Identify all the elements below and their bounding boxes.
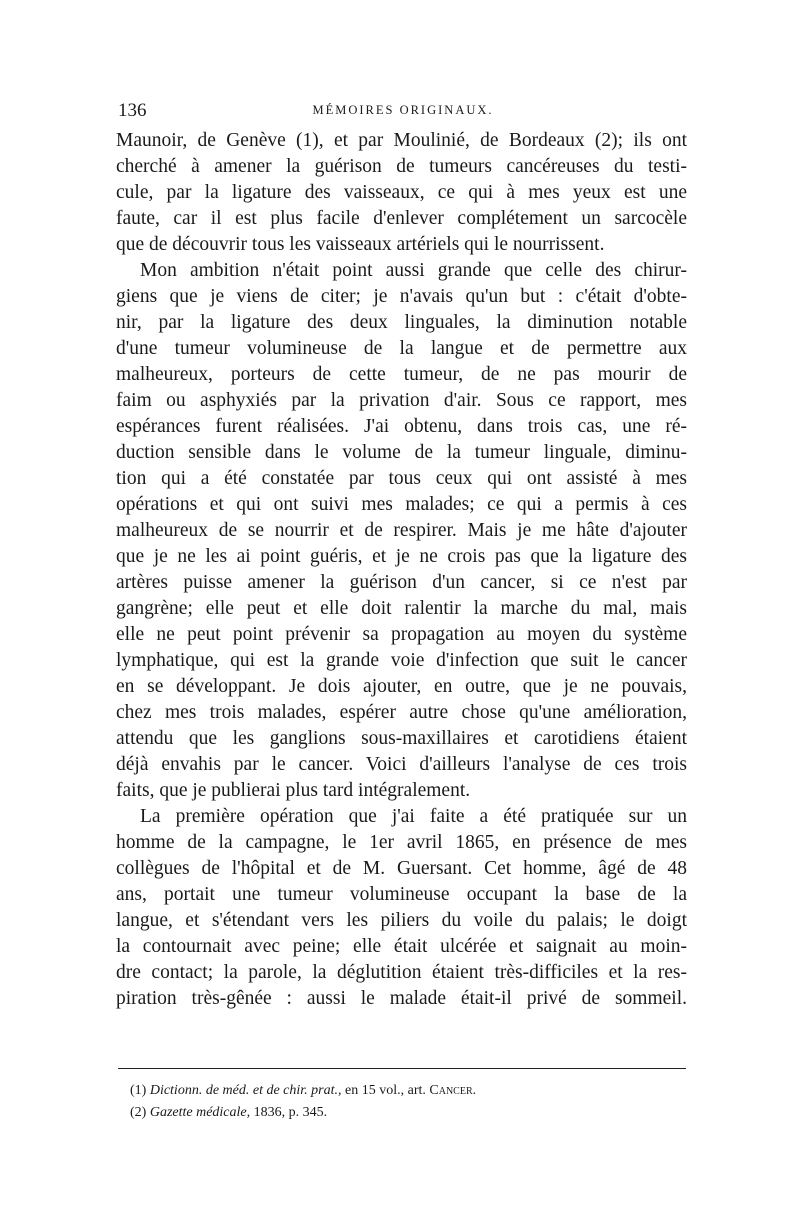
footnote-marker: (2) [130, 1105, 147, 1120]
running-head: MÉMOIRES ORIGINAUX. [312, 103, 494, 117]
text-line: espérances furent réalisées. J'ai obtenu, dans trois cas, une ré- [116, 416, 687, 437]
text-line: giens que je viens de citer; je n'avais qu'un but : c'était d'obte- [116, 286, 687, 307]
text-line: elle ne peut point prévenir sa propagation au moyen du système [116, 624, 687, 645]
text-line: déjà envahis par le cancer. Voici d'ailleurs l'analyse de ces trois [116, 754, 687, 775]
paragraph [116, 258, 687, 804]
text-line: faim ou asphyxiés par la privation d'air. Sous ce rapport, mes [116, 390, 687, 411]
footnote-divider [118, 1068, 686, 1069]
text-line: dre contact; la parole, la déglutition étaient très-difficiles et la res- [116, 962, 687, 983]
text-line: tion qui a été constatée par tous ceux qui ont assisté à mes [116, 468, 687, 489]
text-line: nir, par la ligature des deux linguales, la diminution notable [116, 312, 687, 333]
text-line: gangrène; elle peut et elle doit ralentir la marche du mal, mais [116, 598, 687, 619]
text-line: lymphatique, qui est la grande voie d'infection que suit le cancer [116, 650, 687, 671]
text-line: faute, car il est plus facile d'enlever complétement un sarcocèle [116, 208, 687, 229]
text-line: duction sensible dans le volume de la tumeur linguale, diminu- [116, 442, 687, 463]
text-line: malheureux, porteurs de cette tumeur, de ne pas mourir de [116, 364, 687, 385]
text-line: chez mes trois malades, espérer autre chose qu'une amélioration, [116, 702, 687, 723]
text-line: artères puisse amener la guérison d'un cancer, si ce n'est par [116, 572, 687, 593]
text-line: cule, par la ligature des vaisseaux, ce qui à mes yeux est une [116, 182, 687, 203]
page-header [118, 100, 688, 124]
text-line: en se développant. Je dois ajouter, en outre, que je ne pouvais, [116, 676, 687, 697]
text-line: langue, et s'étendant vers les piliers du voile du palais; le doigt [116, 910, 687, 931]
text-line: faits, que je publierai plus tard intégralement. [116, 780, 471, 801]
text-line: piration très-gênée : aussi le malade était-il privé de sommeil. [116, 988, 687, 1009]
footnote-title: Gazette médicale, [149, 1105, 251, 1120]
text-line: ans, portait une tumeur volumineuse occupant la base de la [116, 884, 687, 905]
text-line: la contournait avec peine; elle était ulcérée et saignait au moin- [116, 936, 687, 957]
footnotes [130, 1080, 690, 1124]
text-line: attendu que les ganglions sous-maxillaires et carotidiens étaient [116, 728, 687, 749]
footnote [130, 1080, 690, 1102]
footnote-marker: (1) [130, 1083, 147, 1098]
text-line: opérations et qui ont suivi mes malades; ce qui a permis à ces [116, 494, 687, 515]
body-text [116, 128, 687, 1012]
text-line: malheureux de se nourrir et de respirer. Mais je me hâte d'ajouter [116, 520, 687, 541]
text-line: homme de la campagne, le 1er avril 1865, en présence de mes [116, 832, 687, 853]
text-line: collègues de l'hôpital et de M. Guersant. Cet homme, âgé de 48 [116, 858, 687, 879]
text-line: cherché à amener la guérison de tumeurs cancéreuses du testi- [116, 156, 687, 177]
footnote-detail: en 15 vol., art. [341, 1083, 430, 1098]
footnote [130, 1102, 690, 1124]
text-line: Mon ambition n'était point aussi grande que celle des chirur- [140, 260, 687, 281]
paragraph [116, 804, 687, 1012]
text-line: que de découvrir tous les vaisseaux artériels qui le nourrissent. [116, 234, 605, 255]
text-line: d'une tumeur volumineuse de la langue et de permettre aux [116, 338, 687, 359]
page-number: 136 [118, 100, 147, 121]
paragraph [116, 128, 687, 258]
text-line: La première opération que j'ai faite a été pratiquée sur un [140, 806, 687, 827]
footnote-article: Cancer [429, 1083, 473, 1098]
footnote-detail: 1836, p. 345. [250, 1105, 328, 1120]
footnote-title: Dictionn. de méd. et de chir. prat., [149, 1083, 342, 1098]
text-line: que je ne les ai point guéris, et je ne crois pas que la ligature des [116, 546, 687, 567]
text-line: Maunoir, de Genève (1), et par Moulinié, de Bordeaux (2); ils ont [116, 130, 687, 151]
footnote-end: . [472, 1083, 477, 1098]
